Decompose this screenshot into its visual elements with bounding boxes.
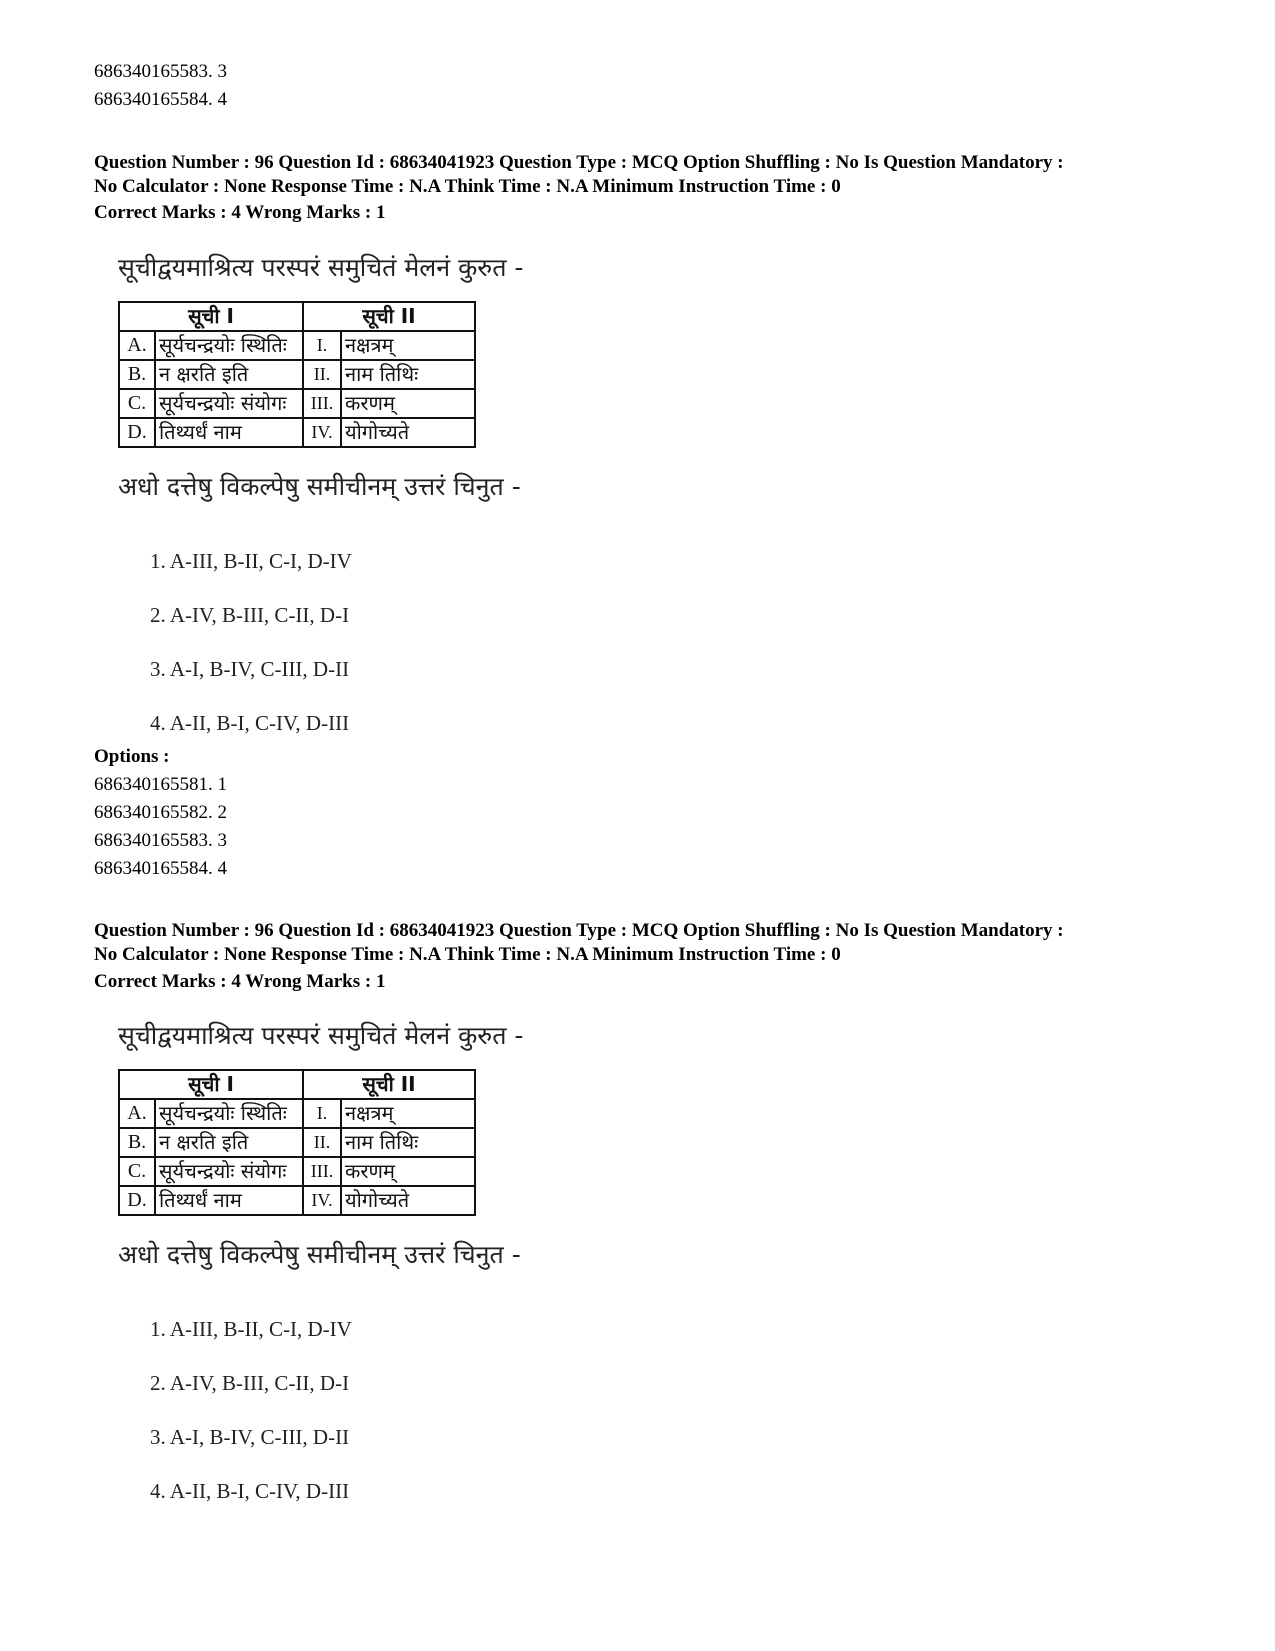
table-header-row bbox=[119, 1070, 475, 1099]
question-instruction: सूचीद्वयमाश्रित्य परस्परं समुचितं मेलनं कुरुत - bbox=[118, 253, 524, 282]
list-1-item: न क्षरति इति bbox=[155, 1128, 303, 1157]
row-label: II. bbox=[303, 1128, 341, 1157]
option-line: 686340165584. 4 bbox=[94, 89, 227, 110]
answer-choice: 4. A-II, B-I, C-IV, D-III bbox=[150, 1479, 350, 1503]
list-2-item: करणम् bbox=[341, 389, 475, 418]
list-1-item: न क्षरति इति bbox=[155, 360, 303, 389]
table-row bbox=[119, 1128, 475, 1157]
list-1-item: तिथ्यर्धं नाम bbox=[155, 1186, 303, 1215]
table-row bbox=[119, 360, 475, 389]
list-2-item: योगोच्यते bbox=[341, 1186, 475, 1215]
option-id: 686340165582 bbox=[94, 802, 208, 823]
table-row bbox=[119, 418, 475, 447]
question-header bbox=[94, 151, 1214, 199]
option-line: 686340165582. 2 bbox=[94, 802, 227, 823]
row-label: C. bbox=[119, 389, 155, 418]
row-label: I. bbox=[303, 331, 341, 360]
row-label: A. bbox=[119, 1099, 155, 1128]
option-number: 4 bbox=[217, 89, 227, 110]
list-2-item: करणम् bbox=[341, 1157, 475, 1186]
list-1-item: सूर्यचन्द्रयोः स्थितिः bbox=[155, 1099, 303, 1128]
list-2-item: योगोच्यते bbox=[341, 418, 475, 447]
answer-choice: 4. A-II, B-I, C-IV, D-III bbox=[150, 711, 350, 735]
row-label: B. bbox=[119, 360, 155, 389]
option-number: 2 bbox=[217, 802, 227, 823]
table-row bbox=[119, 1157, 475, 1186]
list-2-item: नक्षत्रम् bbox=[341, 331, 475, 360]
list-2-item: नाम तिथिः bbox=[341, 360, 475, 389]
answer-choices bbox=[150, 1314, 352, 1530]
option-id: 686340165583 bbox=[94, 830, 208, 851]
row-label: D. bbox=[119, 1186, 155, 1215]
question-meta-line-2: No Calculator : None Response Time : N.A Think Time : N.A Minimum Instruction Time : 0 bbox=[94, 176, 841, 197]
option-line: 686340165583. 3 bbox=[94, 61, 227, 82]
matching-table bbox=[118, 1069, 476, 1216]
option-line: 686340165583. 3 bbox=[94, 830, 227, 851]
list-2-header: सूची II bbox=[303, 302, 475, 331]
question-header bbox=[94, 919, 1214, 967]
option-number: 1 bbox=[217, 774, 227, 795]
table-header-row bbox=[119, 302, 475, 331]
answer-choice: 2. A-IV, B-III, C-II, D-I bbox=[150, 1371, 350, 1395]
option-line: 686340165584. 4 bbox=[94, 858, 227, 879]
question-instruction: सूचीद्वयमाश्रित्य परस्परं समुचितं मेलनं कुरुत - bbox=[118, 1021, 524, 1050]
option-line: 686340165581. 1 bbox=[94, 774, 227, 795]
list-2-item: नाम तिथिः bbox=[341, 1128, 475, 1157]
marks-line: Correct Marks : 4 Wrong Marks : 1 bbox=[94, 971, 386, 992]
matching-table bbox=[118, 301, 476, 448]
table-row bbox=[119, 389, 475, 418]
list-2-item: नक्षत्रम् bbox=[341, 1099, 475, 1128]
option-number: 4 bbox=[217, 858, 227, 879]
row-label: IV. bbox=[303, 1186, 341, 1215]
answer-choice: 3. A-I, B-IV, C-III, D-II bbox=[150, 1425, 350, 1449]
row-label: II. bbox=[303, 360, 341, 389]
option-id: 686340165581 bbox=[94, 774, 208, 795]
row-label: C. bbox=[119, 1157, 155, 1186]
row-label: III. bbox=[303, 1157, 341, 1186]
option-id: 686340165584 bbox=[94, 858, 208, 879]
answer-choice: 1. A-III, B-II, C-I, D-IV bbox=[150, 549, 352, 573]
answer-choice: 3. A-I, B-IV, C-III, D-II bbox=[150, 657, 350, 681]
list-1-item: सूर्यचन्द्रयोः संयोगः bbox=[155, 1157, 303, 1186]
answer-choice: 1. A-III, B-II, C-I, D-IV bbox=[150, 1317, 352, 1341]
row-label: III. bbox=[303, 389, 341, 418]
table-row bbox=[119, 1099, 475, 1128]
option-number: 3 bbox=[217, 61, 227, 82]
list-1-item: सूर्यचन्द्रयोः संयोगः bbox=[155, 389, 303, 418]
row-label: IV. bbox=[303, 418, 341, 447]
answer-choice: 2. A-IV, B-III, C-II, D-I bbox=[150, 603, 350, 627]
option-id: 686340165583 bbox=[94, 61, 208, 82]
question-prompt: अधो दत्तेषु विकल्पेषु समीचीनम् उत्तरं चिनुत - bbox=[118, 472, 521, 501]
list-1-header: सूची I bbox=[119, 1070, 303, 1099]
options-label: Options : bbox=[94, 746, 170, 767]
table-row bbox=[119, 1186, 475, 1215]
question-meta-line-2: No Calculator : None Response Time : N.A Think Time : N.A Minimum Instruction Time : 0 bbox=[94, 944, 841, 965]
answer-choices bbox=[150, 546, 352, 762]
list-1-header: सूची I bbox=[119, 302, 303, 331]
option-id: 686340165584 bbox=[94, 89, 208, 110]
list-1-item: सूर्यचन्द्रयोः स्थितिः bbox=[155, 331, 303, 360]
option-number: 3 bbox=[217, 830, 227, 851]
question-meta-line-1: Question Number : 96 Question Id : 68634041923 Question Type : MCQ Option Shuffling : No Is Question Mandatory : bbox=[94, 152, 1064, 173]
marks-line: Correct Marks : 4 Wrong Marks : 1 bbox=[94, 202, 386, 223]
question-prompt: अधो दत्तेषु विकल्पेषु समीचीनम् उत्तरं चिनुत - bbox=[118, 1240, 521, 1269]
row-label: A. bbox=[119, 331, 155, 360]
table-row bbox=[119, 331, 475, 360]
row-label: B. bbox=[119, 1128, 155, 1157]
row-label: D. bbox=[119, 418, 155, 447]
row-label: I. bbox=[303, 1099, 341, 1128]
list-2-header: सूची II bbox=[303, 1070, 475, 1099]
question-meta-line-1: Question Number : 96 Question Id : 68634041923 Question Type : MCQ Option Shuffling : No Is Question Mandatory : bbox=[94, 920, 1064, 941]
question-body bbox=[118, 1021, 538, 1270]
list-1-item: तिथ्यर्धं नाम bbox=[155, 418, 303, 447]
question-body bbox=[118, 253, 538, 502]
